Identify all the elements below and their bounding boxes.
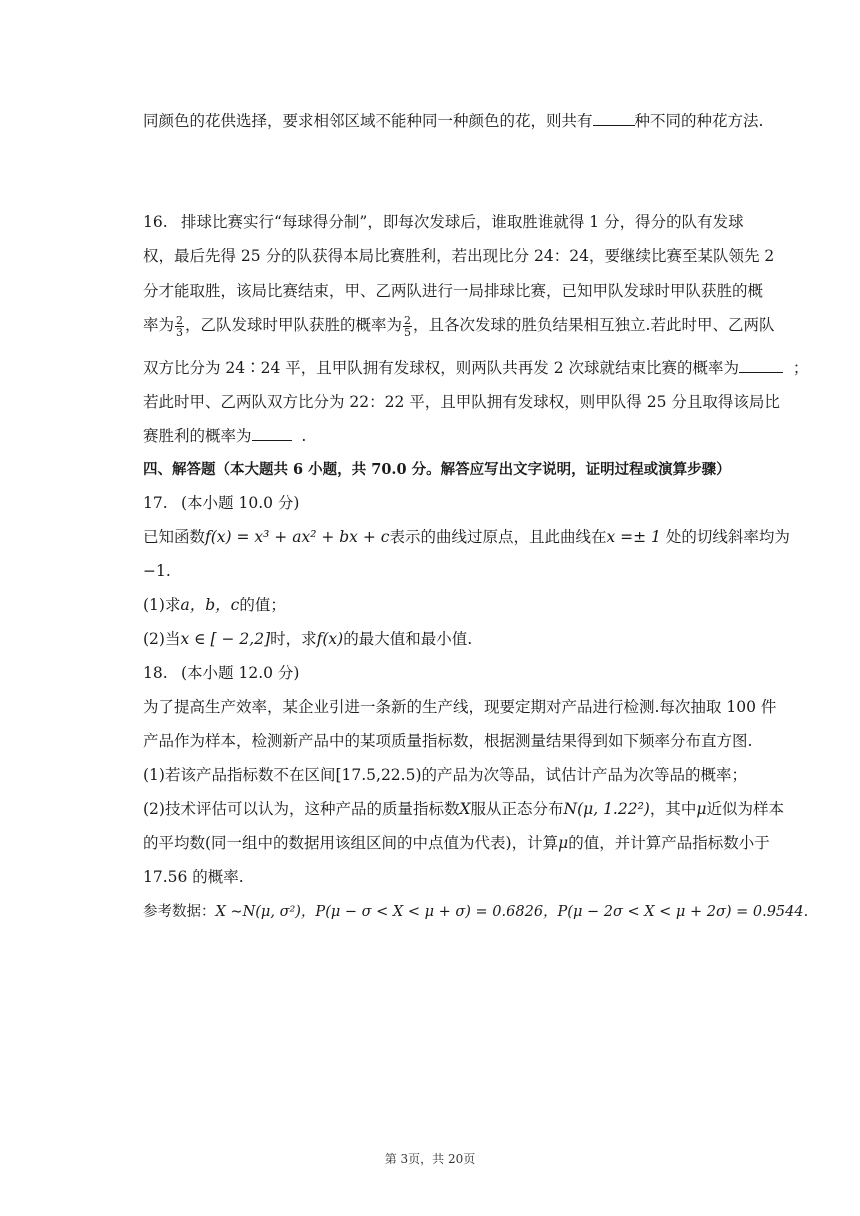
text-span: 17.56 的概率.	[143, 868, 244, 886]
question-number: 18.	[143, 664, 168, 682]
text-span: 产品作为样本，检测新产品中的某项质量指标数，根据测量结果得到如下频率分布直方图.	[143, 732, 753, 750]
math-expression: x =± 1	[606, 528, 661, 546]
q18-part-2-cont	[143, 832, 770, 854]
q18-part-2-end	[143, 866, 753, 888]
q17-heading	[143, 492, 753, 514]
math-expression: X	[459, 800, 471, 818]
fraction-denominator: 5	[404, 325, 412, 339]
question-number: 17.	[143, 494, 168, 512]
text-span: ；	[792, 359, 809, 377]
text-span: 处的切线斜率均为	[660, 528, 790, 546]
text-span: 若此时甲、乙两队双方比分为 22：22 平，且甲队拥有发球权，则甲队得 25 分且取得该局比	[143, 393, 780, 411]
text-span: (2)技术评估可以认为，这种产品的质量指标数	[143, 800, 460, 818]
text-span: 双方比分为 24∶24 平，且甲队拥有发球权，则两队共再发 2 次球就结束比赛的概率为	[143, 359, 740, 377]
text-span: 的值，并计算产品指标数小于	[568, 834, 770, 852]
text-span: 赛胜利的概率为	[143, 427, 252, 445]
question-number: 16.	[143, 213, 168, 231]
q16-line-1	[143, 211, 753, 233]
q16-line-2	[143, 245, 775, 267]
fraction-numerator: 2	[404, 313, 412, 327]
text-span: ，且各次发球的胜负结果相互独立.若此时甲、乙两队	[413, 316, 775, 334]
q18-part-2	[143, 798, 784, 820]
q17-line-1	[143, 526, 790, 548]
text-span: 的最大值和最小值.	[343, 630, 473, 648]
answer-blank	[252, 425, 292, 441]
answer-blank	[739, 357, 783, 373]
answer-blank	[593, 110, 635, 126]
fraction-two-fifths	[403, 315, 412, 338]
q17-part-1	[143, 594, 753, 616]
math-expression: N(μ, 1.22²)	[563, 800, 650, 818]
q16-line-5	[143, 357, 809, 379]
section-heading	[143, 459, 753, 481]
q17-part-2	[143, 628, 753, 650]
q15-tail-line	[143, 110, 764, 132]
text-span: ，其中	[649, 800, 697, 818]
q16-line-4	[143, 313, 775, 339]
math-expression: X ∼N(μ, σ²)，P(μ − σ < X < μ + σ) = 0.6826，P(μ − 2σ < X < μ + 2σ) = 0.9544.	[215, 904, 809, 920]
math-expression: a，b，c	[180, 596, 240, 614]
q16-line-6	[143, 391, 780, 413]
text-span: .	[301, 427, 307, 445]
q18-line-2	[143, 730, 753, 752]
text-span: 分才能取胜，该局比赛结束，甲、乙两队进行一局排球比赛，已知甲队发球时甲队获胜的概	[143, 282, 764, 300]
text-span: (2)当	[143, 630, 181, 648]
text-span: 四、解答题（本大题共 6 小题，共 70.0 分。解答应写出文字说明，证明过程或演算步骤）	[143, 461, 731, 478]
text-span: 近似为样本	[706, 800, 784, 818]
text-span: (1)求	[143, 596, 181, 614]
math-expression: μ	[558, 834, 569, 852]
q16-line-7	[143, 425, 753, 447]
math-expression: x ∈ [ − 2,2]	[180, 630, 271, 648]
q18-heading	[143, 662, 753, 684]
text-span: 权，最后先得 25 分的队获得本局比赛胜利，若出现比分 24：24，要继续比赛至某队领先 2	[143, 247, 775, 265]
text-span: 服从正态分布	[470, 800, 564, 818]
q18-line-1	[143, 696, 777, 718]
math-expression: f(x) = x³ + ax² + bx + c	[205, 528, 390, 546]
text-span: 参考数据：	[143, 904, 216, 920]
text-span: ，乙队发球时甲队获胜的概率为	[185, 316, 403, 334]
text-span: 率为	[143, 316, 175, 334]
math-expression: f(x)	[316, 630, 344, 648]
text-span: 表示的曲线过原点，且此曲线在	[389, 528, 607, 546]
fraction-two-thirds	[175, 315, 184, 338]
text-span: 已知函数	[143, 528, 206, 546]
text-span: 同颜色的花供选择，要求相邻区域不能种同一种颜色的花，则共有	[143, 112, 593, 130]
text-span: 的值；	[239, 596, 286, 614]
math-expression: μ	[696, 800, 707, 818]
q18-reference-data	[143, 901, 809, 923]
q16-line-3	[143, 280, 764, 302]
text-span: 时，求	[270, 630, 317, 648]
page-footer: 第 3页，共 20页	[384, 1152, 476, 1166]
text-span: (本小题 10.0 分)	[181, 494, 300, 512]
text-span: (1)若该产品指标数不在区间[17.5,22.5)的产品为次等品，试估计产品为次等品的概率；	[143, 766, 748, 784]
q17-line-2	[143, 560, 753, 582]
text-span: (本小题 12.0 分)	[181, 664, 300, 682]
text-span: 种不同的种花方法.	[634, 112, 764, 130]
fraction-numerator: 2	[176, 313, 184, 327]
text-span: 的平均数(同一组中的数据用该组区间的中点值为代表)，计算	[143, 834, 559, 852]
text-span: −1.	[143, 562, 171, 580]
q18-part-1	[143, 764, 753, 786]
fraction-denominator: 3	[176, 325, 184, 339]
text-span: 排球比赛实行“每球得分制”，即每次发球后，谁取胜谁就得 1 分，得分的队有发球	[181, 213, 744, 231]
text-span: 为了提高生产效率，某企业引进一条新的生产线，现要定期对产品进行检测.每次抽取 100 件	[143, 698, 777, 716]
